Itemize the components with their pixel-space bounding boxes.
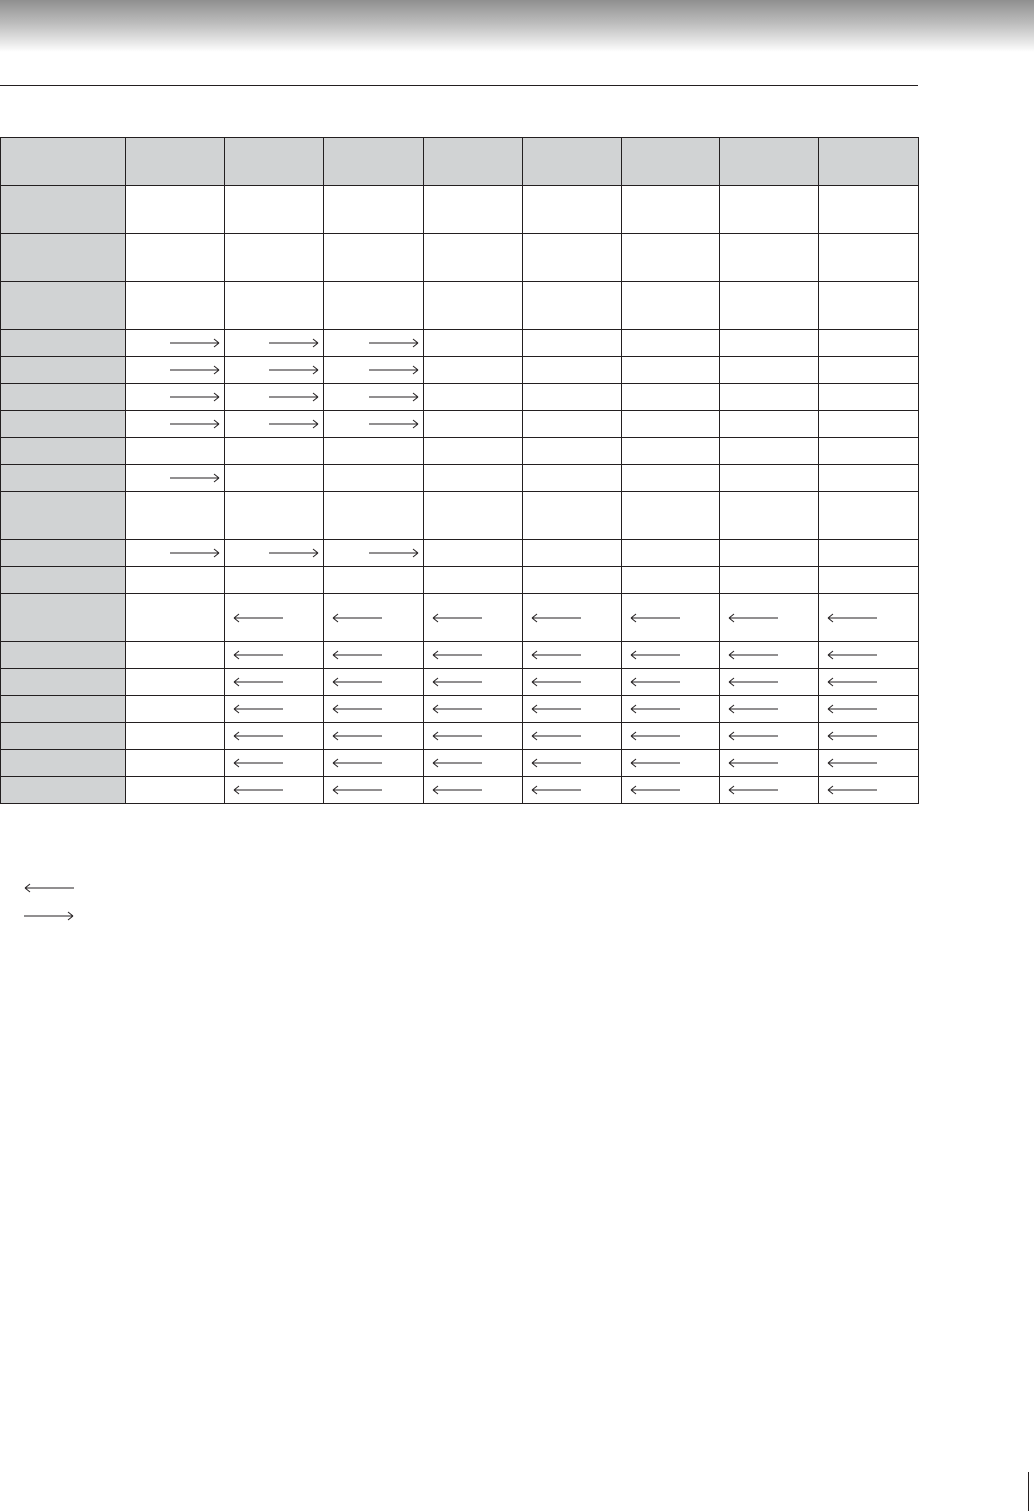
table-cell bbox=[622, 411, 720, 438]
table-cell bbox=[126, 438, 225, 465]
table-cell bbox=[324, 330, 424, 357]
table-cell bbox=[819, 723, 919, 750]
table-cell bbox=[126, 594, 225, 642]
right-arrow bbox=[269, 365, 319, 375]
table-cell bbox=[720, 723, 819, 750]
table-cell bbox=[225, 492, 324, 540]
table-cell bbox=[225, 567, 324, 594]
table-cell bbox=[126, 750, 225, 777]
table-cell bbox=[225, 186, 324, 234]
table-cell bbox=[324, 642, 424, 669]
left-arrow bbox=[827, 731, 877, 741]
table-cell bbox=[225, 696, 324, 723]
left-arrow bbox=[332, 785, 382, 795]
table-cell bbox=[523, 438, 622, 465]
table-cell bbox=[523, 567, 622, 594]
table-cell bbox=[225, 594, 324, 642]
table-cell bbox=[424, 540, 523, 567]
table-cell bbox=[523, 696, 622, 723]
left-arrow bbox=[728, 785, 778, 795]
left-arrow bbox=[728, 650, 778, 660]
table-row bbox=[1, 282, 919, 330]
table-cell bbox=[225, 540, 324, 567]
table-cell bbox=[819, 750, 919, 777]
left-arrow bbox=[24, 883, 74, 893]
right-arrow bbox=[170, 338, 220, 348]
table-cell bbox=[720, 330, 819, 357]
left-arrow bbox=[233, 758, 283, 768]
table-cell bbox=[225, 438, 324, 465]
table-cell bbox=[819, 669, 919, 696]
column-header-cell bbox=[424, 138, 523, 186]
table-cell bbox=[720, 186, 819, 234]
left-arrow bbox=[432, 731, 482, 741]
left-arrow bbox=[531, 731, 581, 741]
table-cell bbox=[424, 186, 523, 234]
table-row bbox=[1, 465, 919, 492]
table-cell bbox=[126, 723, 225, 750]
table-cell bbox=[424, 330, 523, 357]
table-cell bbox=[622, 186, 720, 234]
table-cell bbox=[523, 465, 622, 492]
table-cell bbox=[819, 642, 919, 669]
table-cell bbox=[523, 411, 622, 438]
table-cell bbox=[720, 438, 819, 465]
table-cell bbox=[819, 567, 919, 594]
left-arrow bbox=[728, 758, 778, 768]
table-row bbox=[1, 411, 919, 438]
table-cell bbox=[126, 357, 225, 384]
table-cell bbox=[819, 234, 919, 282]
right-arrow bbox=[269, 392, 319, 402]
right-arrow bbox=[269, 419, 319, 429]
table-cell bbox=[720, 357, 819, 384]
legend-item-right-arrow bbox=[24, 911, 84, 923]
table-cell bbox=[324, 384, 424, 411]
left-arrow bbox=[630, 758, 680, 768]
table-cell bbox=[225, 357, 324, 384]
table-cell bbox=[126, 465, 225, 492]
table-cell bbox=[424, 384, 523, 411]
row-header-cell bbox=[1, 594, 126, 642]
row-header-cell bbox=[1, 438, 126, 465]
table-cell bbox=[324, 594, 424, 642]
table-cell bbox=[523, 384, 622, 411]
table-cell bbox=[819, 411, 919, 438]
table-cell bbox=[622, 330, 720, 357]
column-header-cell bbox=[126, 138, 225, 186]
table-cell bbox=[523, 330, 622, 357]
table-cell bbox=[324, 540, 424, 567]
right-arrow bbox=[170, 419, 220, 429]
right-arrow bbox=[24, 911, 74, 921]
table-cell bbox=[622, 438, 720, 465]
left-arrow bbox=[432, 704, 482, 714]
column-header-cell bbox=[225, 138, 324, 186]
legend-item-left-arrow bbox=[24, 883, 84, 895]
left-arrow bbox=[728, 731, 778, 741]
left-arrow bbox=[332, 677, 382, 687]
right-arrow bbox=[269, 338, 319, 348]
table-row bbox=[1, 723, 919, 750]
table-cell bbox=[324, 750, 424, 777]
table-cell bbox=[424, 438, 523, 465]
row-header-cell bbox=[1, 642, 126, 669]
table-cell bbox=[225, 234, 324, 282]
row-header-cell bbox=[1, 186, 126, 234]
table-cell bbox=[720, 384, 819, 411]
left-arrow bbox=[332, 650, 382, 660]
right-arrow bbox=[170, 365, 220, 375]
table-cell bbox=[720, 492, 819, 540]
table-cell bbox=[324, 669, 424, 696]
row-header-cell bbox=[1, 750, 126, 777]
left-arrow bbox=[531, 650, 581, 660]
left-arrow bbox=[827, 650, 877, 660]
left-arrow bbox=[332, 731, 382, 741]
table-cell bbox=[126, 567, 225, 594]
left-arrow bbox=[630, 704, 680, 714]
left-arrow bbox=[531, 704, 581, 714]
table-cell bbox=[622, 357, 720, 384]
table-cell bbox=[225, 282, 324, 330]
table-cell bbox=[424, 492, 523, 540]
row-header-cell bbox=[1, 411, 126, 438]
table-cell bbox=[324, 282, 424, 330]
table-cell bbox=[720, 669, 819, 696]
left-arrow bbox=[630, 677, 680, 687]
table-cell bbox=[324, 234, 424, 282]
table-cell bbox=[126, 330, 225, 357]
table-cell bbox=[126, 411, 225, 438]
table-cell bbox=[720, 777, 819, 804]
table-cell bbox=[819, 540, 919, 567]
left-arrow bbox=[233, 613, 283, 623]
table-cell bbox=[720, 594, 819, 642]
table-cell bbox=[324, 723, 424, 750]
left-arrow bbox=[233, 731, 283, 741]
table-cell bbox=[126, 234, 225, 282]
table-row bbox=[1, 594, 919, 642]
left-arrow bbox=[630, 613, 680, 623]
page-edge-mark bbox=[1028, 1472, 1029, 1511]
left-arrow bbox=[332, 758, 382, 768]
table-cell bbox=[424, 642, 523, 669]
row-header-cell bbox=[1, 723, 126, 750]
comparison-table bbox=[0, 137, 919, 804]
table-cell bbox=[523, 594, 622, 642]
table-cell bbox=[523, 234, 622, 282]
table-cell bbox=[622, 594, 720, 642]
left-arrow bbox=[827, 704, 877, 714]
right-arrow bbox=[369, 548, 419, 558]
table-cell bbox=[720, 282, 819, 330]
left-arrow bbox=[827, 785, 877, 795]
table-cell bbox=[225, 777, 324, 804]
table-cell bbox=[424, 777, 523, 804]
left-arrow bbox=[531, 613, 581, 623]
table-cell bbox=[225, 723, 324, 750]
table-cell bbox=[126, 384, 225, 411]
table-cell bbox=[424, 465, 523, 492]
table-cell bbox=[622, 492, 720, 540]
table-cell bbox=[720, 234, 819, 282]
column-header-cell bbox=[819, 138, 919, 186]
table-cell bbox=[324, 186, 424, 234]
table-row bbox=[1, 492, 919, 540]
table-cell bbox=[819, 696, 919, 723]
table-cell bbox=[424, 594, 523, 642]
left-arrow bbox=[332, 613, 382, 623]
table-cell bbox=[424, 669, 523, 696]
row-header-cell bbox=[1, 282, 126, 330]
left-arrow bbox=[432, 677, 482, 687]
left-arrow bbox=[432, 785, 482, 795]
table-cell bbox=[523, 282, 622, 330]
table-row bbox=[1, 330, 919, 357]
row-header-cell bbox=[1, 492, 126, 540]
column-header-cell bbox=[523, 138, 622, 186]
left-arrow bbox=[827, 677, 877, 687]
table-cell bbox=[523, 723, 622, 750]
right-arrow bbox=[369, 419, 419, 429]
right-arrow bbox=[369, 365, 419, 375]
table-cell bbox=[126, 282, 225, 330]
table-cell bbox=[324, 357, 424, 384]
right-arrow bbox=[369, 392, 419, 402]
right-arrow bbox=[170, 473, 220, 483]
left-arrow bbox=[432, 650, 482, 660]
right-arrow bbox=[369, 338, 419, 348]
header-rule bbox=[0, 85, 918, 86]
table-cell bbox=[324, 777, 424, 804]
table-cell bbox=[819, 357, 919, 384]
table-cell bbox=[225, 384, 324, 411]
table-cell bbox=[225, 642, 324, 669]
table-cell bbox=[324, 696, 424, 723]
table-cell bbox=[523, 669, 622, 696]
table-cell bbox=[424, 723, 523, 750]
row-header-cell bbox=[1, 696, 126, 723]
table-cell bbox=[523, 186, 622, 234]
table-cell bbox=[324, 438, 424, 465]
right-arrow bbox=[170, 392, 220, 402]
table-cell bbox=[819, 594, 919, 642]
row-header-cell bbox=[1, 330, 126, 357]
left-arrow bbox=[827, 613, 877, 623]
table-cell bbox=[622, 567, 720, 594]
table-cell bbox=[324, 465, 424, 492]
table-cell bbox=[324, 567, 424, 594]
left-arrow bbox=[332, 704, 382, 714]
left-arrow bbox=[728, 613, 778, 623]
table-cell bbox=[523, 492, 622, 540]
left-arrow bbox=[531, 677, 581, 687]
row-header-cell bbox=[1, 357, 126, 384]
left-arrow bbox=[531, 758, 581, 768]
table-row bbox=[1, 642, 919, 669]
table-cell bbox=[126, 186, 225, 234]
table-row bbox=[1, 777, 919, 804]
column-header-cell bbox=[720, 138, 819, 186]
table-cell bbox=[622, 465, 720, 492]
right-arrow bbox=[269, 548, 319, 558]
table-cell bbox=[622, 540, 720, 567]
column-header-cell bbox=[622, 138, 720, 186]
row-header-cell bbox=[1, 567, 126, 594]
table-cell bbox=[324, 411, 424, 438]
row-header-cell bbox=[1, 234, 126, 282]
table-cell bbox=[523, 357, 622, 384]
table-cell bbox=[324, 492, 424, 540]
table-cell bbox=[424, 234, 523, 282]
left-arrow bbox=[827, 758, 877, 768]
left-arrow bbox=[432, 758, 482, 768]
table-cell bbox=[225, 750, 324, 777]
table-cell bbox=[720, 411, 819, 438]
top-gray-band bbox=[0, 0, 1034, 52]
column-header-cell bbox=[324, 138, 424, 186]
table-cell bbox=[622, 642, 720, 669]
table-cell bbox=[225, 465, 324, 492]
table-cell bbox=[622, 777, 720, 804]
left-arrow bbox=[233, 785, 283, 795]
table-cell bbox=[126, 540, 225, 567]
left-arrow bbox=[233, 650, 283, 660]
left-arrow bbox=[432, 613, 482, 623]
table-cell bbox=[622, 282, 720, 330]
table-cell bbox=[622, 723, 720, 750]
row-header-cell bbox=[1, 384, 126, 411]
table-cell bbox=[819, 384, 919, 411]
table-cell bbox=[622, 669, 720, 696]
table-row bbox=[1, 234, 919, 282]
table-cell bbox=[720, 750, 819, 777]
left-arrow bbox=[630, 650, 680, 660]
table-row bbox=[1, 567, 919, 594]
table-cell bbox=[523, 642, 622, 669]
left-arrow bbox=[630, 731, 680, 741]
left-arrow bbox=[728, 677, 778, 687]
table-cell bbox=[523, 750, 622, 777]
table-cell bbox=[126, 669, 225, 696]
table-cell bbox=[424, 750, 523, 777]
left-arrow bbox=[728, 704, 778, 714]
table-cell bbox=[720, 696, 819, 723]
table-cell bbox=[819, 186, 919, 234]
right-arrow bbox=[170, 548, 220, 558]
table-row bbox=[1, 750, 919, 777]
table-cell bbox=[819, 492, 919, 540]
left-arrow bbox=[531, 785, 581, 795]
table-cell bbox=[126, 642, 225, 669]
table-cell bbox=[819, 777, 919, 804]
table-row bbox=[1, 384, 919, 411]
table-header-row bbox=[1, 138, 919, 186]
table-cell bbox=[720, 642, 819, 669]
table-cell bbox=[622, 696, 720, 723]
column-header-cell bbox=[1, 138, 126, 186]
table-row bbox=[1, 186, 919, 234]
table-cell bbox=[126, 492, 225, 540]
table-cell bbox=[819, 438, 919, 465]
left-arrow bbox=[233, 704, 283, 714]
table-cell bbox=[523, 540, 622, 567]
table-cell bbox=[424, 357, 523, 384]
table-cell bbox=[720, 540, 819, 567]
table-cell bbox=[424, 696, 523, 723]
table-cell bbox=[622, 234, 720, 282]
table-row bbox=[1, 540, 919, 567]
table-cell bbox=[720, 567, 819, 594]
table-cell bbox=[126, 696, 225, 723]
table-cell bbox=[622, 750, 720, 777]
row-header-cell bbox=[1, 465, 126, 492]
table-row bbox=[1, 357, 919, 384]
table-cell bbox=[225, 669, 324, 696]
table-cell bbox=[819, 465, 919, 492]
table-cell bbox=[622, 384, 720, 411]
table-cell bbox=[523, 777, 622, 804]
table-cell bbox=[424, 282, 523, 330]
table-cell bbox=[424, 411, 523, 438]
table-cell bbox=[819, 282, 919, 330]
row-header-cell bbox=[1, 669, 126, 696]
left-arrow bbox=[630, 785, 680, 795]
table-cell bbox=[424, 567, 523, 594]
table-row bbox=[1, 696, 919, 723]
table-cell bbox=[819, 330, 919, 357]
table-cell bbox=[225, 330, 324, 357]
left-arrow bbox=[233, 677, 283, 687]
table-cell bbox=[126, 777, 225, 804]
row-header-cell bbox=[1, 777, 126, 804]
table-row bbox=[1, 438, 919, 465]
table-row bbox=[1, 669, 919, 696]
table-cell bbox=[720, 465, 819, 492]
table-cell bbox=[225, 411, 324, 438]
row-header-cell bbox=[1, 540, 126, 567]
